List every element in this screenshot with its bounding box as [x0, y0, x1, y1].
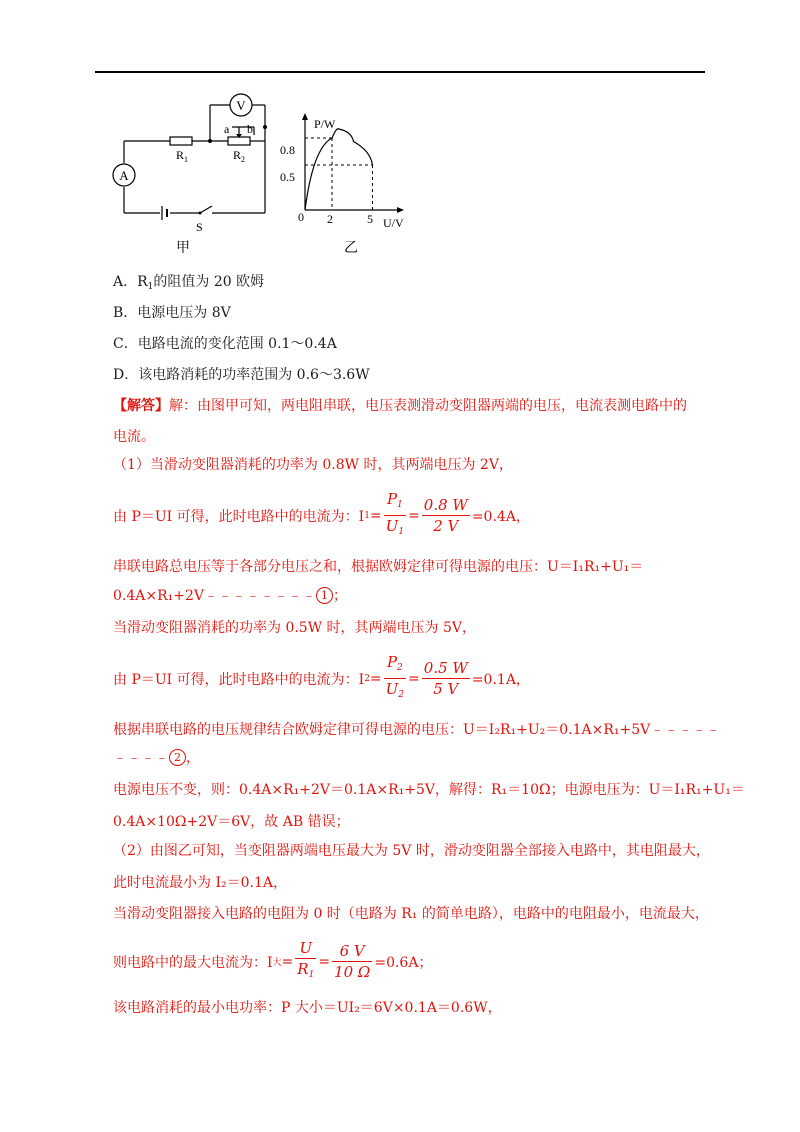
fraction-0.5w-5v: $\frac{0.5 W}{5 V}$: [423, 659, 468, 698]
answer-line-11: 电源电压不变，则：0.4A×R₁+2V＝0.1A×R₁+5V，解得：R₁＝10Ω；电源电压为：U＝I₁R₁+U₁＝: [113, 782, 745, 798]
answer-line-14: 此时电流最小为 I₂＝0.1A，: [113, 875, 287, 891]
circuit-and-graph-figure: [100, 85, 430, 265]
option-b: B．电源电压为 8V: [113, 305, 231, 321]
r2-label: $R_2$: [233, 148, 246, 164]
answer-line-13: （2）由图乙可知，当变阻器两端电压最大为 5V 时，滑动变阻器全部接入电路中，其电阻最大，: [113, 843, 710, 859]
fraction-6v-10ohm: $\frac{6 V}{10 \Omega}$: [334, 942, 371, 981]
answer-line-2: 电流。: [113, 429, 155, 445]
switch-label: S: [196, 220, 203, 234]
answer-line-15: 当滑动变阻器接入电路的电阻为 0 时（电路为 R₁ 的简单电路），电路中的电阻最小，电流最大，: [113, 906, 709, 922]
header-rule: [95, 71, 705, 73]
origin-label: 0: [298, 210, 304, 224]
answer-line-5: 串联电路总电压等于各部分电压之和，根据欧姆定律可得电源的电压：U＝I₁R₁+U₁＝: [113, 559, 644, 575]
tick-y-0.8: 0.8: [280, 143, 295, 157]
rheostat-r2: [228, 137, 250, 145]
fraction-u-r1: $\frac{U}{R_1}$: [297, 939, 315, 980]
fraction-0.8w-2v: $\frac{0.8 W}{2 V}$: [423, 496, 468, 535]
answer-line-1: 【解答】解：由图甲可知，两电阻串联，电压表测滑动变阻器两端的电压，电流表测电路中的: [113, 398, 687, 414]
fraction-p2-u2: $\frac{P_2}{U_2}$: [385, 653, 405, 700]
y-axis-label: P/W: [314, 117, 336, 131]
x-axis-label: U/V: [383, 216, 404, 230]
resistor-r1: [170, 137, 192, 145]
jia-caption: 甲: [176, 241, 190, 256]
answer-tag: 【解答】: [113, 398, 169, 414]
option-d: D．该电路消耗的功率范围为 0.6～3.6W: [113, 367, 370, 383]
answer-line-9: 根据串联电路的电压规律结合欧姆定律可得电源的电压：U＝I₂R₁+U₂＝0.1A×R₁+5V﹣﹣﹣﹣﹣: [113, 722, 721, 738]
terminal-b-label: b: [247, 122, 253, 136]
option-a: A．$R_1$的阻值为 20 欧姆: [113, 274, 265, 292]
answer-line-6: 0.4A×R₁+2V﹣﹣﹣﹣﹣﹣﹣﹣ 1 ；: [113, 588, 348, 604]
voltmeter-label: V: [236, 98, 246, 113]
answer-formula-3: 则电路中的最大电流为：I 大 = $\frac{U}{R_1}$ = $\frac{6 V}{10 \Omega}$ =0.6A；: [113, 938, 432, 985]
tick-x-5: 5: [367, 212, 373, 226]
answer-line-10: ﹣﹣﹣﹣ 2 ，: [113, 750, 200, 766]
r1-label: $R_1$: [176, 148, 189, 164]
answer-formula-2: 由 P＝UI 可得，此时电路中的电流为：I 2 = $\frac{P_2}{U_2}$ = $\frac{0.5 W}{5 V}$ =0.1A，: [113, 652, 530, 705]
option-c: C．电路电流的变化范围 0.1～0.4A: [113, 336, 337, 352]
ammeter-label: A: [119, 168, 129, 183]
power-curve: [305, 129, 373, 210]
tick-y-0.5: 0.5: [280, 170, 295, 184]
answer-line-3: （1）当滑动变阻器消耗的功率为 0.8W 时，其两端电压为 2V，: [113, 457, 513, 473]
answer-formula-1: 由 P＝UI 可得，此时电路中的电流为：I 1 = $\frac{P_1}{U_1}$ = $\frac{0.8 W}{2 V}$ =0.4A，: [113, 489, 530, 542]
answer-line-17: 该电路消耗的最小电功率：P 大小＝UI₂＝6V×0.1A＝0.6W，: [113, 1000, 502, 1016]
tick-x-2: 2: [327, 212, 333, 226]
answer-line-7: 当滑动变阻器消耗的功率为 0.5W 时，其两端电压为 5V，: [113, 620, 477, 636]
fraction-p1-u1: $\frac{P_1}{U_1}$: [385, 490, 405, 537]
yi-caption: 乙: [344, 241, 358, 256]
answer-line-12: 0.4A×10Ω+2V＝6V，故 AB 错误；: [113, 814, 350, 830]
terminal-a-label: a: [224, 122, 230, 136]
